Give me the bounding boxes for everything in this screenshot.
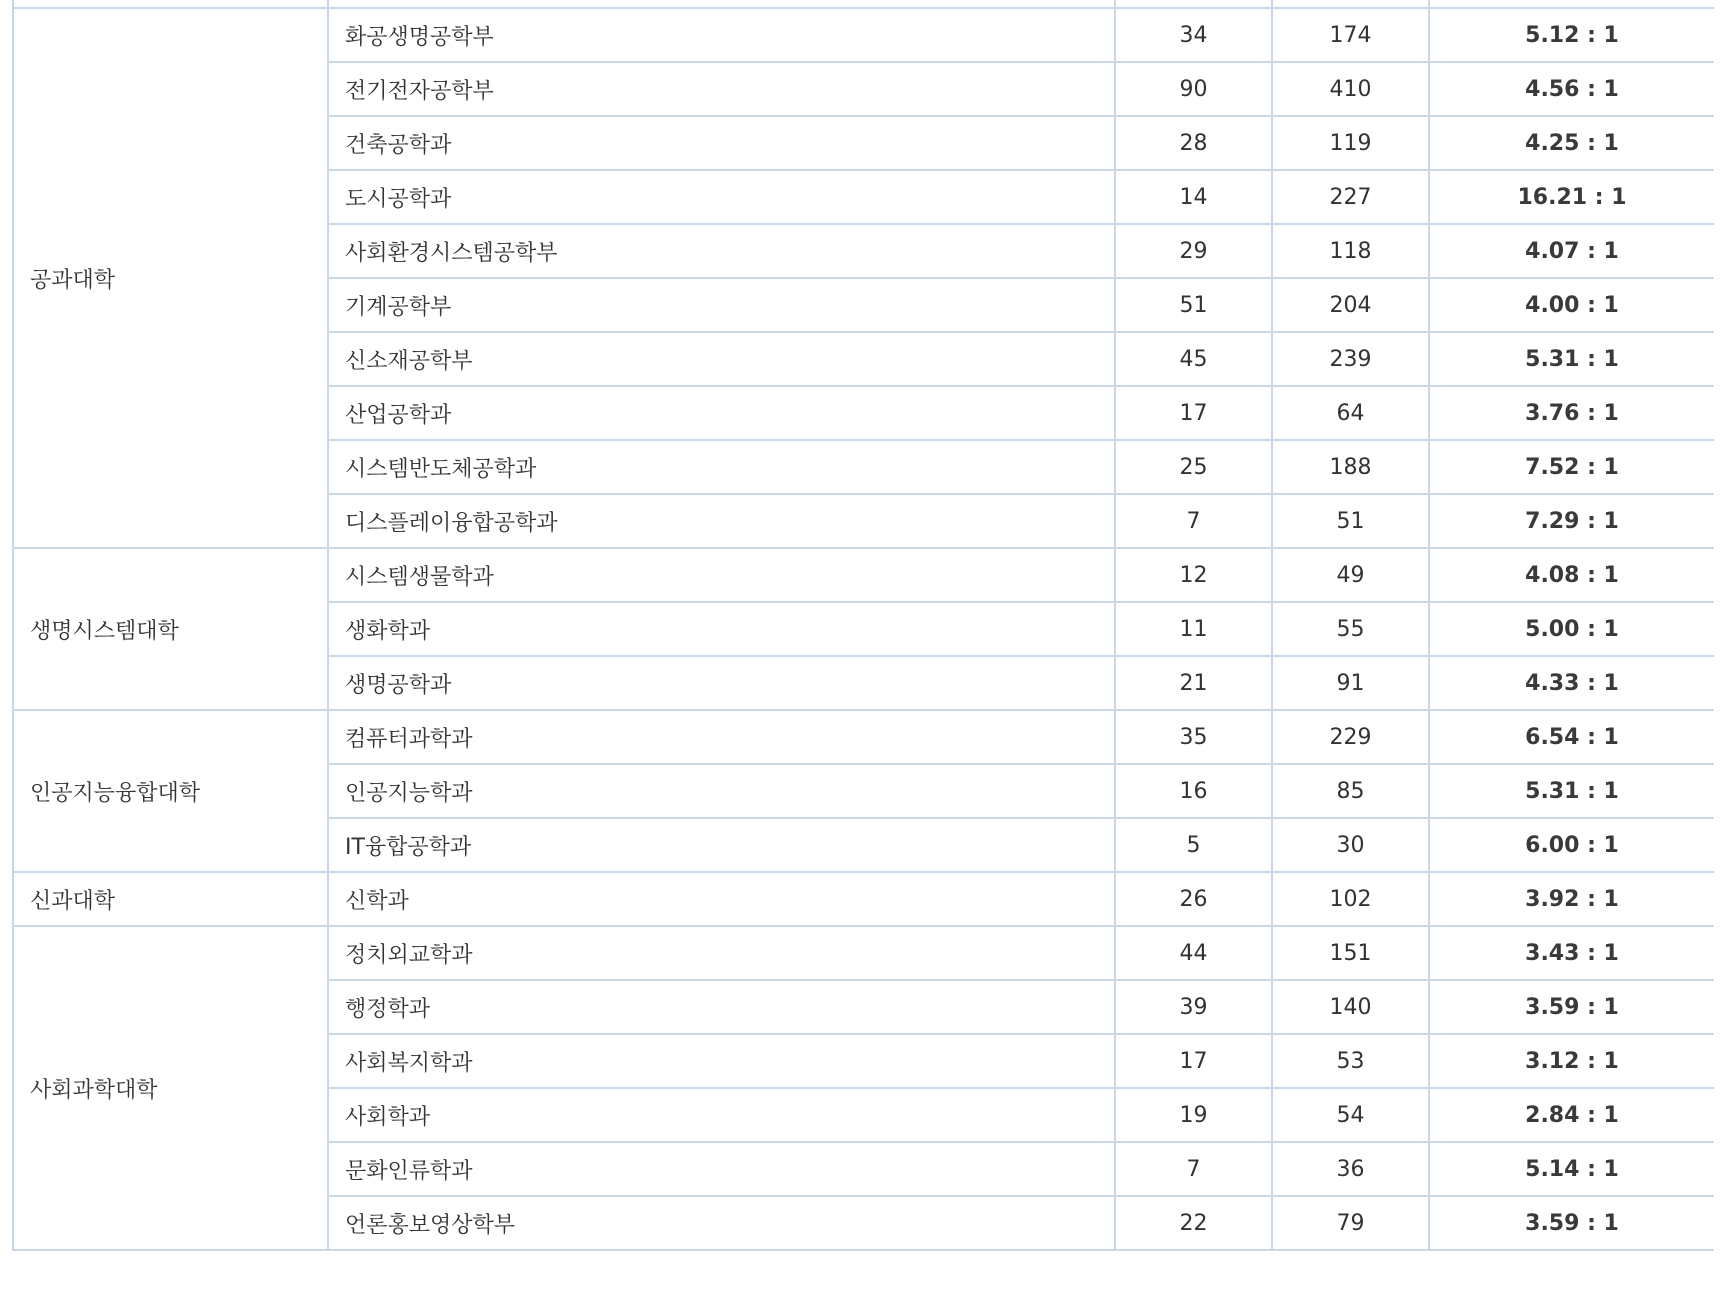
department-name-cell: 기계공학부 <box>328 278 1115 332</box>
competition-ratio-cell: 5.00 : 1 <box>1429 602 1714 656</box>
applicants-cell: 118 <box>1272 224 1429 278</box>
quota-cell: 17 <box>1115 1034 1272 1088</box>
quota-cell: 90 <box>1115 62 1272 116</box>
applicants-cell: 188 <box>1272 440 1429 494</box>
competition-ratio-cell: 4.25 : 1 <box>1429 116 1714 170</box>
table-row-partial <box>13 0 1714 8</box>
quota-cell: 12 <box>1115 548 1272 602</box>
competition-ratio-cell: 3.92 : 1 <box>1429 872 1714 926</box>
quota-cell: 16 <box>1115 764 1272 818</box>
applicants-cell: 227 <box>1272 170 1429 224</box>
quota-cell: 35 <box>1115 710 1272 764</box>
department-name-cell: 컴퓨터과학과 <box>328 710 1115 764</box>
competition-ratio-cell: 2.84 : 1 <box>1429 1088 1714 1142</box>
applicants-cell: 64 <box>1272 386 1429 440</box>
quota-cell: 11 <box>1115 602 1272 656</box>
competition-ratio-cell: 6.00 : 1 <box>1429 818 1714 872</box>
department-name-cell: 정치외교학과 <box>328 926 1115 980</box>
competition-ratio-cell: 16.21 : 1 <box>1429 170 1714 224</box>
competition-table-container <box>12 0 1714 1292</box>
quota-cell: 34 <box>1115 8 1272 62</box>
empty-cell <box>13 0 328 8</box>
table-row <box>13 926 1714 980</box>
department-name-cell: 생명공학과 <box>328 656 1115 710</box>
department-name-cell: 건축공학과 <box>328 116 1115 170</box>
competition-ratio-cell: 5.31 : 1 <box>1429 764 1714 818</box>
department-name-cell: 생화학과 <box>328 602 1115 656</box>
department-name-cell: 사회학과 <box>328 1088 1115 1142</box>
applicants-cell: 54 <box>1272 1088 1429 1142</box>
competition-ratio-cell: 3.59 : 1 <box>1429 1196 1714 1250</box>
applicants-cell: 102 <box>1272 872 1429 926</box>
quota-cell: 17 <box>1115 386 1272 440</box>
department-name-cell: 전기전자공학부 <box>328 62 1115 116</box>
competition-ratio-cell: 7.52 : 1 <box>1429 440 1714 494</box>
empty-cell <box>1272 0 1429 8</box>
table-row <box>13 872 1714 926</box>
applicants-cell: 49 <box>1272 548 1429 602</box>
applicants-cell: 30 <box>1272 818 1429 872</box>
competition-ratio-cell: 6.54 : 1 <box>1429 710 1714 764</box>
competition-rate-table <box>12 0 1714 1251</box>
college-name-cell: 공과대학 <box>13 8 328 548</box>
applicants-cell: 239 <box>1272 332 1429 386</box>
quota-cell: 39 <box>1115 980 1272 1034</box>
college-name-cell: 인공지능융합대학 <box>13 710 328 872</box>
applicants-cell: 36 <box>1272 1142 1429 1196</box>
applicants-cell: 229 <box>1272 710 1429 764</box>
table-row <box>13 710 1714 764</box>
department-name-cell: 신학과 <box>328 872 1115 926</box>
quota-cell: 19 <box>1115 1088 1272 1142</box>
competition-ratio-cell: 4.33 : 1 <box>1429 656 1714 710</box>
competition-ratio-cell: 3.43 : 1 <box>1429 926 1714 980</box>
competition-ratio-cell: 4.07 : 1 <box>1429 224 1714 278</box>
department-name-cell: 화공생명공학부 <box>328 8 1115 62</box>
department-name-cell: 사회복지학과 <box>328 1034 1115 1088</box>
applicants-cell: 204 <box>1272 278 1429 332</box>
department-name-cell: 산업공학과 <box>328 386 1115 440</box>
department-name-cell: 도시공학과 <box>328 170 1115 224</box>
applicants-cell: 79 <box>1272 1196 1429 1250</box>
applicants-cell: 55 <box>1272 602 1429 656</box>
competition-ratio-cell: 3.12 : 1 <box>1429 1034 1714 1088</box>
quota-cell: 45 <box>1115 332 1272 386</box>
department-name-cell: 시스템반도체공학과 <box>328 440 1115 494</box>
applicants-cell: 51 <box>1272 494 1429 548</box>
competition-ratio-cell: 4.00 : 1 <box>1429 278 1714 332</box>
quota-cell: 51 <box>1115 278 1272 332</box>
table-body <box>13 0 1714 1250</box>
department-name-cell: 디스플레이융합공학과 <box>328 494 1115 548</box>
applicants-cell: 140 <box>1272 980 1429 1034</box>
applicants-cell: 53 <box>1272 1034 1429 1088</box>
quota-cell: 5 <box>1115 818 1272 872</box>
table-row <box>13 8 1714 62</box>
quota-cell: 14 <box>1115 170 1272 224</box>
applicants-cell: 85 <box>1272 764 1429 818</box>
competition-ratio-cell: 4.08 : 1 <box>1429 548 1714 602</box>
college-name-cell: 사회과학대학 <box>13 926 328 1250</box>
department-name-cell: 언론홍보영상학부 <box>328 1196 1115 1250</box>
competition-ratio-cell: 3.76 : 1 <box>1429 386 1714 440</box>
quota-cell: 28 <box>1115 116 1272 170</box>
quota-cell: 44 <box>1115 926 1272 980</box>
empty-cell <box>328 0 1115 8</box>
competition-ratio-cell: 7.29 : 1 <box>1429 494 1714 548</box>
competition-ratio-cell: 5.14 : 1 <box>1429 1142 1714 1196</box>
department-name-cell: IT융합공학과 <box>328 818 1115 872</box>
competition-ratio-cell: 3.59 : 1 <box>1429 980 1714 1034</box>
quota-cell: 7 <box>1115 1142 1272 1196</box>
quota-cell: 22 <box>1115 1196 1272 1250</box>
quota-cell: 29 <box>1115 224 1272 278</box>
college-name-cell: 신과대학 <box>13 872 328 926</box>
quota-cell: 26 <box>1115 872 1272 926</box>
empty-cell <box>1429 0 1714 8</box>
department-name-cell: 인공지능학과 <box>328 764 1115 818</box>
department-name-cell: 사회환경시스템공학부 <box>328 224 1115 278</box>
quota-cell: 25 <box>1115 440 1272 494</box>
quota-cell: 21 <box>1115 656 1272 710</box>
applicants-cell: 174 <box>1272 8 1429 62</box>
applicants-cell: 119 <box>1272 116 1429 170</box>
competition-ratio-cell: 5.31 : 1 <box>1429 332 1714 386</box>
applicants-cell: 151 <box>1272 926 1429 980</box>
competition-ratio-cell: 5.12 : 1 <box>1429 8 1714 62</box>
table-row <box>13 548 1714 602</box>
applicants-cell: 91 <box>1272 656 1429 710</box>
department-name-cell: 시스템생물학과 <box>328 548 1115 602</box>
department-name-cell: 문화인류학과 <box>328 1142 1115 1196</box>
empty-cell <box>1115 0 1272 8</box>
college-name-cell: 생명시스템대학 <box>13 548 328 710</box>
department-name-cell: 행정학과 <box>328 980 1115 1034</box>
competition-ratio-cell: 4.56 : 1 <box>1429 62 1714 116</box>
applicants-cell: 410 <box>1272 62 1429 116</box>
department-name-cell: 신소재공학부 <box>328 332 1115 386</box>
quota-cell: 7 <box>1115 494 1272 548</box>
